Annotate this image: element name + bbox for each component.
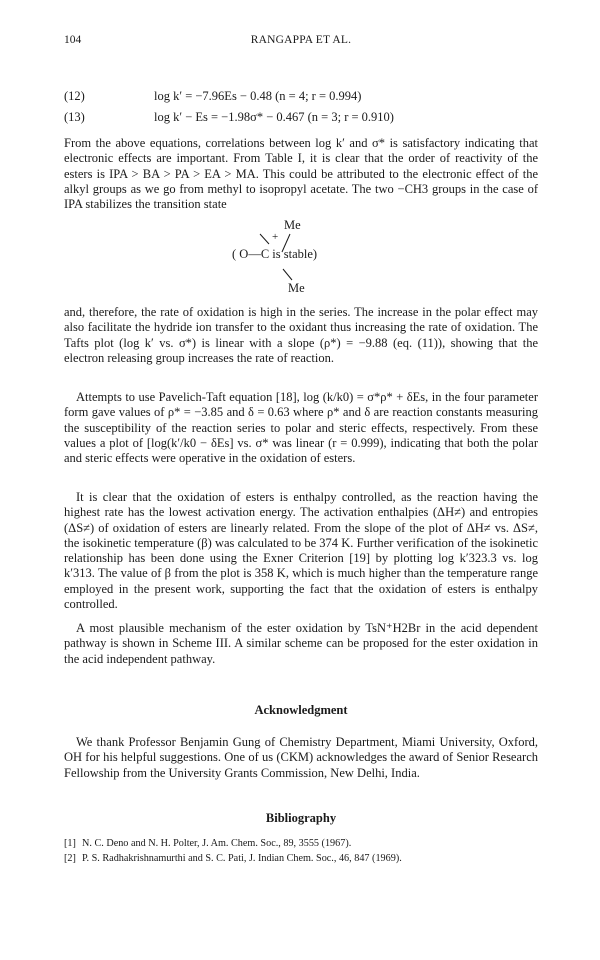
bibliography-heading: Bibliography [265,811,337,825]
paragraph-pavelich-taft: Attempts to use Pavelich-Taft equation [18], log (k/k0) = σ*ρ* + δEs, in the four parameter form gave values of ρ* = −3.85 and δ = 0.63 where ρ* and δ are reaction constants measuring the susceptibility of the reaction series to polar and steric effects, respectively. From these values a plot of [log(k′/k0 − δEs] vs. σ* was linear (r = 0.999), indicating that both the polar and steric effects were operative in the oxidation of esters. [64,390,538,466]
paragraph-mechanism: A most plausible mechanism of the ester oxidation by TsN⁺H2Br in the acid dependent pathway is shown in Scheme III. A similar scheme can be proposed for the ester oxidation in the acid independent pathway. [64,621,538,666]
charge-label: + [272,231,279,243]
paragraph-correlation: From the above equations, correlations between log k′ and σ* is satisfactory indicating that electronic effects are important. From Table I, it is clear that the order of reactivity of the esters is IPA > BA > PA > EA > MA. This could be attributed to the electronic effect of the alkyl groups as we go from methyl to isopropyl acetate. The two −CH3 groups in the case of IPA stabilizes the transition state [64,136,538,212]
equation-12 [64,89,538,107]
page-header [64,34,538,50]
paragraph-enthalpy: It is clear that the oxidation of esters is enthalpy controlled, as the reaction having the highest rate has the lowest activation energy. The activation enthalpies (ΔH≠) and entropies (ΔS≠) of oxidation of esters are linearly related. From the slope of the plot of ΔH≠ vs. ΔS≠, the isokinetic temperature (β) was calculated to be 374 K. Further verification of the isokinetic relationship has been done using the Exner Criterion [19] by plotting log k′323.3 vs. log k′313. The value of β from the plot is 358 K, which is much higher than the temperature range employed in the present work, supporting the fact that the oxidation of esters is enthalpy controlled. [64,490,538,612]
reference-item [64,838,538,849]
equation-13 [64,110,538,128]
running-title: RANGAPPA ET AL. [250,34,352,46]
equation-expression: log k′ − Es = −1.98σ* − 0.467 (n = 3; r = 0.910) [154,110,394,124]
structure-formula: ( O—C is stable) [232,247,318,261]
reference-item [64,853,538,864]
methyl-top: Me [284,218,301,232]
equation-expression: log k′ = −7.96Es − 0.48 (n = 4; r = 0.994) [154,89,362,103]
reference-text: P. S. Radhakrishnamurthi and S. C. Pati, J. Indian Chem. Soc., 46, 847 (1969). [82,853,402,864]
equation-number: (12) [64,89,85,103]
acknowledgment-heading: Acknowledgment [254,703,348,717]
reference-number: [1] [64,838,76,849]
methyl-bottom: Me [288,281,305,295]
page-number: 104 [64,34,82,46]
paragraph-rate: and, therefore, the rate of oxidation is high in the series. The increase in the polar effect may also facilitate the hydride ion transfer to the oxidant thus increasing the rate of oxidation. The Tafts plot (log k′ vs. σ*) is linear with a slope (ρ*) = −9.88 (eq. (11)), showing that the electron releasing group increases the rate of reaction. [64,305,538,365]
acknowledgment-text: We thank Professor Benjamin Gung of Chemistry Department, Miami University, Oxford, OH for his helpful suggestions. One of us (CKM) acknowledges the award of Senior Research Fellowship from the University Grants Commission, New Delhi, India. [64,735,538,780]
reference-number: [2] [64,853,76,864]
reference-text: N. C. Deno and N. H. Polter, J. Am. Chem. Soc., 89, 3555 (1967). [82,838,352,849]
equation-number: (13) [64,110,85,124]
